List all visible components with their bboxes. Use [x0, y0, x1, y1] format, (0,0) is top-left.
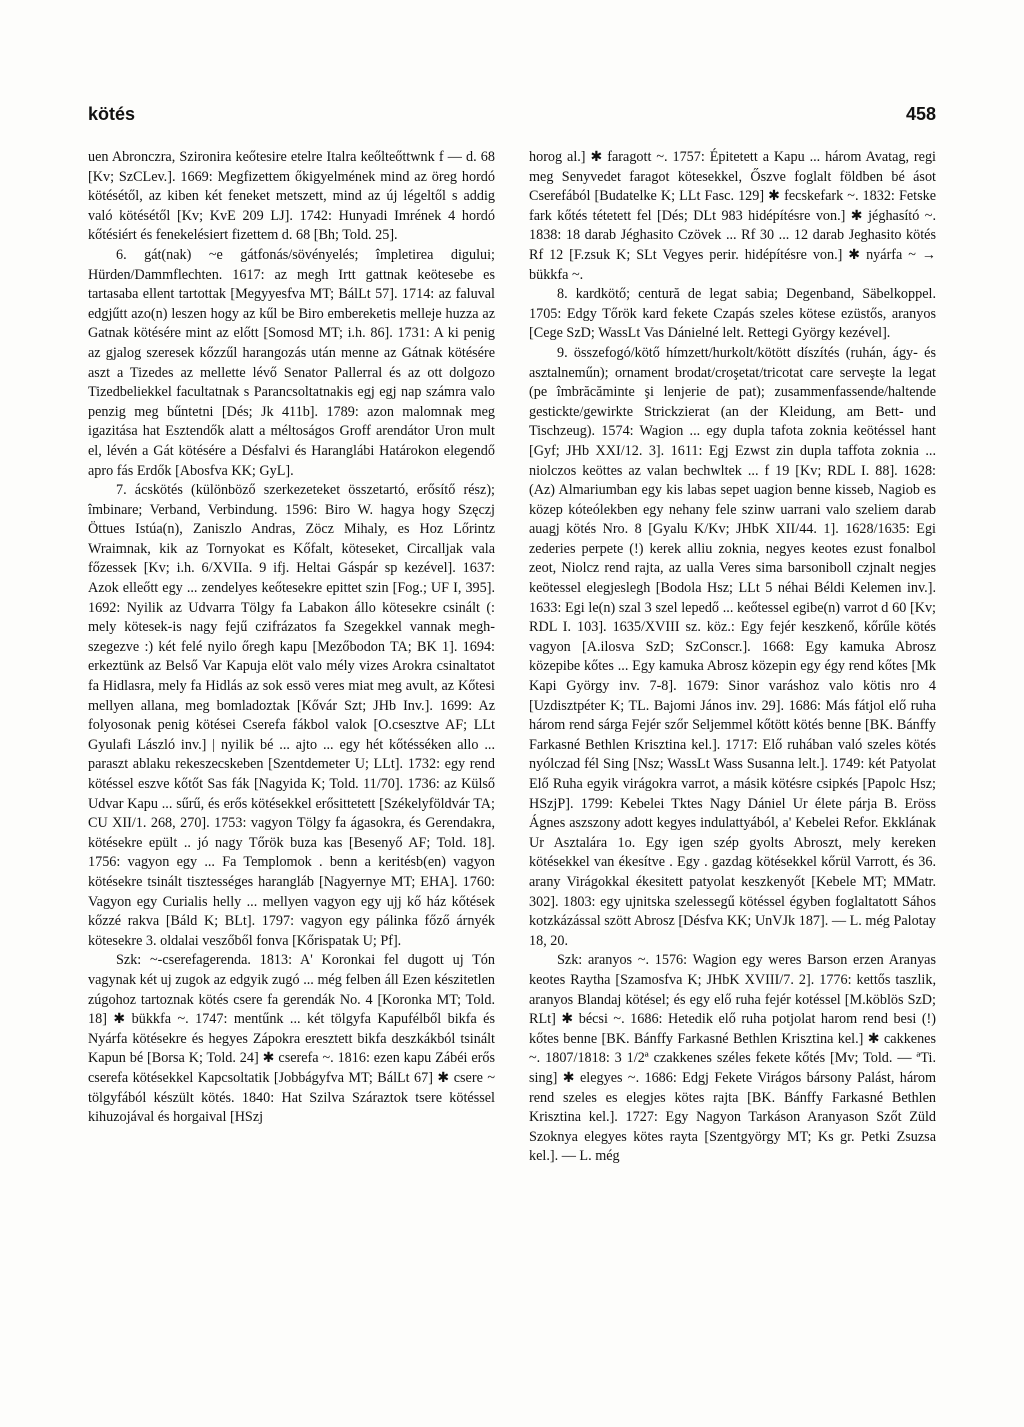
dictionary-body	[88, 148, 936, 1388]
page-number: 458	[905, 104, 936, 124]
entry-paragraph: 9. összefogó/kötő hímzett/hurkolt/kötött díszítés (ruhán, ágy- és asztalneműn); ornament brodat/croşetat/tricotat care serveşte la legat (pe îmbrăcăminte şi lenjerie de pat); zusammenfassende/haltende gestickte/gewirkte Strickzierat (an der Kleidung, am Bett- und Tischzeug). 1574: Wagion ... egy dupla tafota zoknia keötéssel hant [Gyf; JHb XXI/12. 3]. 1611: Egj Ezwst zin dupla taffota zoknia ... niolczos keöttes az valan bechwltek ... f 19 [Kv; RDL I. 88]. 1628: (Az) Almariumban egy kis labas sepet uagion benne kisseb, Nagiob es közep kóteólekben egy nehany fele szinw uarrani valo szeliem darab auagj kötés Nro. 8 [Gyalu K/Kv; JHbK XII/44. 1]. 1628/1635: Egi zederies perpete (!) kerek alliu zoknia, negyes keotes ezust fonalbol zeot, Niolcz rend rajta, az ualla Veres sima barsoniboll czjnalt negjes keötessel elegjeslegh [Bodola Hsz; LLt 5 néhai Béldi Kelemen inv.]. 1633: Egi le(n) szal 3 szel lepedő ... keőtessel egibe(n) varrot d 60 [Kv; RDL I. 103]. 1635/XVIII sz. köz.: Egy fejér keszkenő, kőrűle kötés vagyon [A.ilosva SzD; SzConscr.]. 1668: Egy kamuka Abrosz közepibe kőtes ... Egy kamuka Abrosz közepin egy égy rend kőtes [Mk Kapi György inv. 7-8]. 1679: Sinor varáshoz valo kötis nro 4 [Uzdisztpéter K; TL. Bajomi János inv. 29]. 1686: Más fátjol elő ruha három rend sárga Fejér szőr Seljemmel kőtött kötés benne [BK. Bánffy Farkasné Bethlen Krisztina kel.]. 1717: Elő ruhában való szeles kötés nyólczad fél Sing [Nsz; WassLt Wass Susanna lelt.]. 1749: két Patyolat Elő Ruha egyik virágokra varrot, a másik kötésre csipkés [Papolc Hsz; HSzjP]. 1799: Kebelei Tktes Nagy Dániel Ur élete párja B. Eröss Ágnes aszszony adott kegyes indulattyából, a' Kebelei Refor. Ekklának Ur Asztalára 1o. Egy igen szép gyolts Abroszt, mely kereken kötésekkel van ékesítve . Egy . gazdag kötésekkel kőrül Varrott, és 36. arany Virágokkal ékesitett patyolat keszkenyőt [Kebele MT; MMatr. 302]. 1803: egy ujnitska szelessegű kötéssel égyben foglaltatott Sáhos kotzkázással szött Abrosz [Désfva KK; UnVJk 187]. — L. még Palotay 18, 20.	[529, 344, 936, 949]
running-headword: kötés	[88, 104, 136, 124]
entry-paragraph: 8. kardkötő; centură de legat sabia; Degenband, Säbelkoppel. 1705: Edgy Tőrök kard fekete Czapás szeles kötese ezüstős, aranyos [Cege SzD; WassLt Vas Dánielné lelt. Rettegi György kezével].	[529, 286, 936, 342]
entry-paragraph: 6. gát(nak) ~e gátfonás/sövényelés; împletirea digului; Hürden/Dammflechten. 1617: az megh Irtt gattnak keötesebe es tartasaba ellent tartottak [Megyyesfva MT; BálLt 57]. 1714: az faluval edgjűtt azo(n) leszen hogy az kűl be Biro embereketis melleje huzza az Gatnak kötésére mint az előtt [Somosd MT; i.h. 86]. 1731: A ki penig az gjalog szeresek kőzzűl harangozás után menne az Gátnak kötésére aszt a Tizedes az mellette lévő Senator Pallerral és az ott dolgozo Tizedbeliekkel facultatnak s Parancsoltatnakis egj egj nap számra valo penzig meg bűntetni [Dés; Jk 411b]. 1789: azon malomnak meg igazitása hat Esztendők alatt a méltoságos Groff arendátor Uron mult el, lévén a Gát kötésére a Désfalvi és Haranglábi Határokon elegendő apro fás Erdők [Abosfva KK; GyL].	[88, 246, 495, 479]
entry-paragraph: 7. ácskötés (különböző szerkezeteket összetartó, erősítő rész); îmbinare; Verband, Verbindung. 1596: Biro W. hagya hogy Szęczj Öttues Istúa(n), Zaniszlo Andras, Zöcz Mihaly, es Hoz Lőrintz Wraimnak, kik az Tornyokat es Kőfalt, köteseket, Circalljak vala főzessek [Kv; i.h. 6/XVIIa. 9 ifj. Heltai Gáspár sp kezével]. 1637: Azok elleőtt egy ... zendelyes keőtesekre epittet szin [Fog.; UF I, 395]. 1692: Nyilik az Udvarra Tölgy fa Labakon állo kötesekre csinált (: mely kötesek-is nagy fejű czifrázatos fa Szegekkel vannak megh-szegezve :) két felé nyilo őregh kapu [Mezőbodon TA; BK 1]. 1694: erkeztünk az Belső Var Kapuja elöt valo mély vizes Arokra csinaltatot fa Hidlasra, mely fa Hidlás az sok essö veres miat meg avult, az Kőtesi mellyen allana, meg bomladoztak [Kővár Szt; JHb Inv.]. 1699: Az folyosonak penig kötései Cserefa fákbol valok [O.csesztve AF; LLt Gyulafi László inv.] | nyilik bé ... ajto ... egy hét kőtésséken allo ... paraszt ablaku rekeszecskeben [Szentdemeter U; LLt]. 1732: egy rend kötéssel eszve kőtőt Sas fák [Nagyida K; Told. 11/70]. 1736: az Külső Udvar Kapu ... sűrű, és erős kötésekkel erősittetett [Székelyföldvár TA; CU XII/1. 268, 270]. 1753: vagyon Tölgy fa ágasokra, és Gerendakra, kötésekre epült .. jó nagy Tőrök buza kas [Besenyő AF; Told. 18]. 1756: vagyon egy ... Fa Templomok . benn a keritésb(en) vagyon kötésekre tsinált tisztességes harangláb [Nagyernye MT; EHA]. 1760: Vagyon egy Curialis helly ... mellyen vagyon egy ujj kő ház kőtések kőzzé rakva [Báld K; BLt]. 1797: vagyon egy pálinka főző árnyék kötesekre 3. oldalai veszőből fonva [Kőrispatak U; Pf].	[88, 482, 495, 949]
right-column	[529, 148, 936, 1388]
entry-paragraph: uen Abronczra, Szironira keőtesire etelre Italra keőlteőttwnk f — d. 68 [Kv; SzCLev.]. 1669: Megfizettem őkigyelmének mind az öreg hordó kötésétől, az kiben két feneket metszett, mind az új légeltől s addig való kötésétől [Kv; KvE 209 LJ]. 1742: Hunyadi Imrének 4 hordó kőtésiért és fenekelésiert fizettem d. 68 [Bh; Told. 25].	[88, 149, 495, 244]
page-header	[88, 104, 936, 125]
left-column	[88, 148, 495, 1388]
entry-paragraph: Szk: ~-cserefagerenda. 1813: A' Koronkai fel dugott uj Tón vagynak két uj zugok az edgyik zugó ... még felben áll Ezen készitetlen zúgohoz tartoznak kötés csere fa gerendák No. 4 [Koronka MT; Told. 18] ✱ bükkfa ~. 1747: mentűnk ... két tölgyfa Kapufélből bikfa és Nyárfa kötésekre és hegyes Zápokra eresztett bikfa deszkákból tsinált Kapun bé [Borsa K; Told. 24] ✱ cserefa ~. 1816: ezen kapu Zábéi erős cserefa kötésekkel Kapcsoltatik [Jobbágyfva MT; BálLt 67] ✱ csere ~ tölgyfából készült kötés. 1840: Hat Szilva Száraztok tsere kötéssel kihuzojával és horgaival [HSzj	[88, 952, 495, 1126]
entry-paragraph: Szk: aranyos ~. 1576: Wagion egy weres Barson erzen Aranyas keotes Raytha [Szamosfva K; JHbK XVIII/7. 2]. 1776: kettős taszlik, aranyos Blandaj kötésel; és egy elő ruha fejér kotéssel [M.köblös SzD; RLt] ✱ bécsi ~. 1686: Hetedik elő ruha potjolat harom rend besi (!) kőtes benne [BK. Bánffy Farkasné Bethlen Krisztina kel.] ✱ cakkenes ~. 1807/1818: 3 1/2ª czakkenes széles fekete kőtés [Mv; Told. — ªTi. sing] ✱ elegyes ~. 1686: Edgj Fekete Virágos bársony Palást, három rend szeles es elegjes kötes rajta [BK. Bánffy Farkasné Bethlen Krisztina kel.]. 1727: Egy Nagyon Tarkáson Aranyason Szőt Züld Szoknya elegyes kötes rayta [Szentgyörgy MT; Ks gr. Petki Zsuzsa kel.]. — L. még	[529, 952, 936, 1165]
entry-paragraph: horog al.] ✱ faragott ~. 1757: Épitetett a Kapu ... három Avatag, regi meg Senyvedet faragot kötesekkel, Őszve foglalt földben bé ásot Cserefából [Budatelke K; LLt Fasc. 129] ✱ fecskefark ~. 1832: Fetske fark kőtés tétetett fel [Dés; DLt 983 hidépítésre von.] ✱ jéghasító ~. 1838: 18 darab Jéghasito Czövek ... Rf 30 ... 12 darab Jeghasito kötés Rf 12 [F.zsuk K; SLt Vegyes perir. hidépítésre von.] ✱ nyárfa ~ → bükkfa ~.	[529, 149, 936, 283]
